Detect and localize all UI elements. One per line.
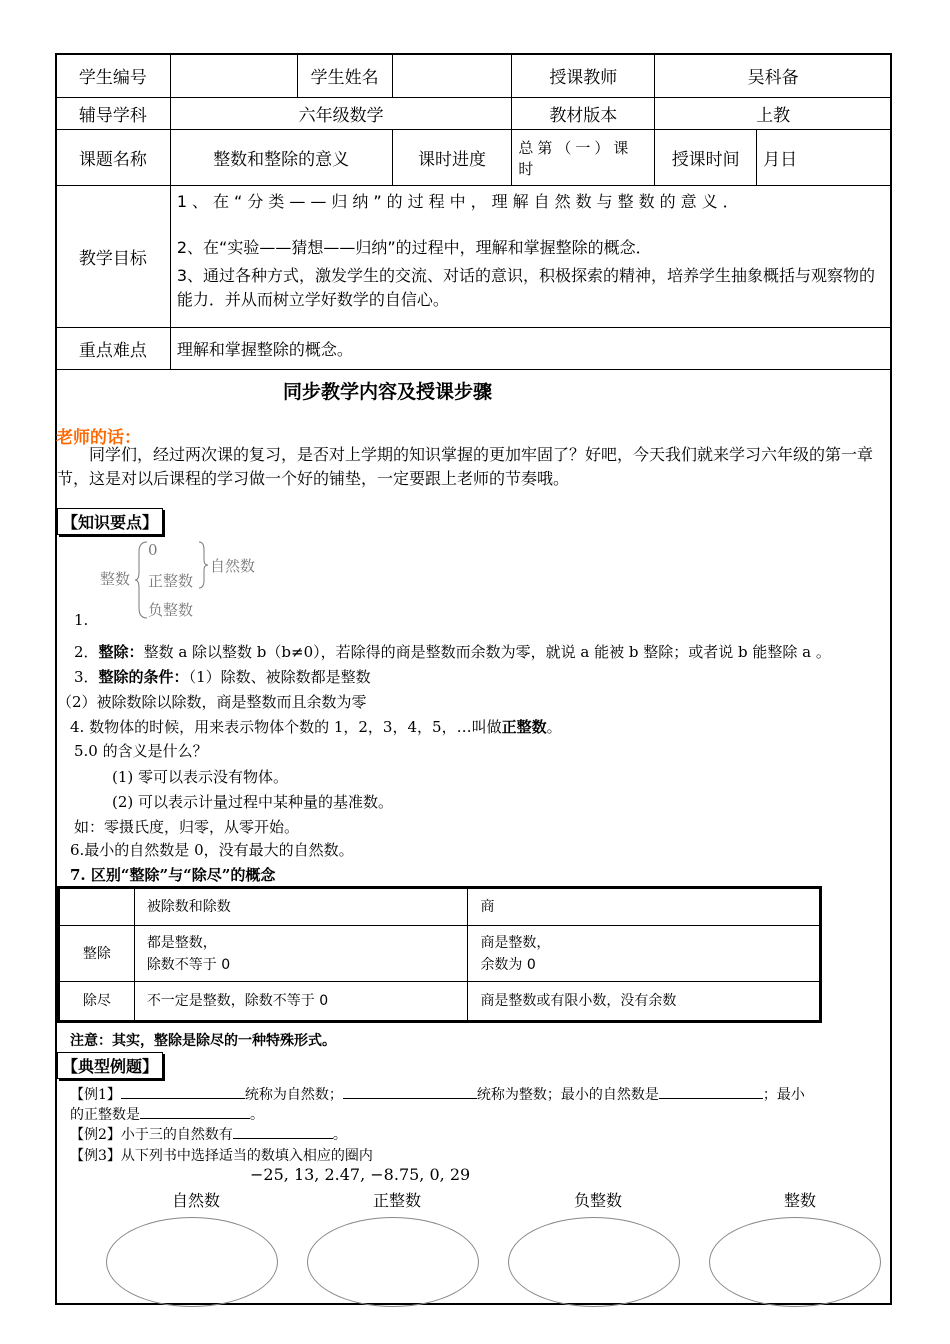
label-key-points: 重点难点 [56, 328, 171, 370]
point-2-num: 2． [74, 643, 99, 661]
subject-value: 六年级数学 [170, 98, 512, 130]
label-subject: 辅导学科 [56, 98, 171, 130]
point-3-text: （1）除数、被除数都是整数 [188, 668, 371, 686]
circle-negative[interactable] [508, 1217, 680, 1307]
student-name-value[interactable] [392, 54, 512, 98]
example-1 [70, 1084, 805, 1104]
ex2-text: 【例2】小于三的自然数有 [70, 1127, 233, 1143]
point-2-text: 整数 a 除以整数 b（b≠0），若除得的商是整数而余数为零，就说 a 能被 b 整除；或者说 b 能整除 a 。 [143, 643, 831, 661]
compare-zhengchu-operands [134, 926, 468, 982]
note: 注意：其实，整除是除尽的一种特殊形式。 [70, 1033, 336, 1049]
compare-head-operands: 被除数和除数 [134, 888, 468, 926]
student-id-value[interactable] [170, 54, 297, 98]
class-positive: 正整数 [148, 572, 194, 590]
circle-natural[interactable] [106, 1217, 278, 1307]
point-3-term: 整除的条件： [98, 668, 189, 686]
circle-label-integer: 整数 [784, 1191, 817, 1210]
class-zero: 0 [148, 541, 158, 559]
label-progress: 课时进度 [392, 130, 512, 186]
class-whole: 整数 [100, 570, 131, 588]
ex2-end: 。 [332, 1127, 347, 1143]
compare-head-blank [59, 888, 135, 926]
goal-1: 1、在“分类——归纳”的过程中，理解自然数与整数的意义． [176, 192, 744, 211]
compare-table [57, 886, 822, 1023]
ex1-blank-3[interactable] [659, 1084, 763, 1099]
compare-row-zhengchu: 整除 [59, 926, 135, 982]
key-points-value: 理解和掌握整除的概念。 [170, 328, 891, 370]
zhengchu-op-line2: 除数不等于 0 [146, 956, 231, 973]
compare-chujin-operands: 不一定是整数，除数不等于 0 [134, 982, 468, 1022]
point-5-1: (1) 零可以表示没有物体。 [112, 768, 289, 786]
point-5-2: (2) 可以表示计量过程中某种量的基准数。 [112, 793, 394, 811]
progress-value: 总第（一）课时 [512, 130, 655, 186]
compare-row-chujin: 除尽 [59, 982, 135, 1022]
topic-value: 整数和整除的意义 [170, 130, 392, 186]
zhengchu-op-line1: 都是整数， [146, 934, 217, 951]
teacher-name: 吴科备 [655, 54, 892, 98]
lesson-info-table [55, 53, 892, 370]
knowledge-header: 【知识要点】 [57, 508, 163, 535]
goal-3: 3、通过各种方式，激发学生的交流、对话的意识，积极探索的精神，培养学生抽象概括与观察物的能力．并从而树立学好数学的自信心。 [176, 266, 876, 309]
point-3 [74, 666, 371, 687]
intro-paragraph: 同学们，经过两次课的复习，是否对上学期的知识掌握的更加牢固了？好吧，今天我们就来学习六年级的第一章节，这是对以后课程的学习做一个好的铺垫，一定要跟上老师的节奏哦。 [57, 445, 874, 488]
circle-integer[interactable] [709, 1217, 881, 1307]
goal-2: 2、在“实验——猜想——归纳”的过程中，理解和掌握整除的概念． [176, 238, 652, 257]
point-4-text: 4. 数物体的时候，用来表示物体个数的 1，2，3，4，5，…叫做 [70, 718, 502, 736]
class-natural: 自然数 [210, 557, 256, 575]
label-time: 授课时间 [655, 130, 757, 186]
point-2 [74, 641, 831, 662]
label-topic: 课题名称 [56, 130, 171, 186]
compare-zhengchu-quotient [468, 926, 821, 982]
ex1-text-1: 统称为自然数； [244, 1087, 343, 1103]
ex1-blank-4[interactable] [140, 1104, 250, 1119]
point-3-num: 3． [74, 668, 99, 686]
section-title: 同步教学内容及授课步骤 [282, 381, 492, 403]
example-1-cont [70, 1104, 264, 1124]
circle-label-negative: 负整数 [574, 1191, 623, 1210]
left-brace-icon [135, 540, 149, 620]
compare-chujin-quotient: 商是整数或有限小数，没有余数 [468, 982, 821, 1022]
point-3-cond-2: （2）被除数除以除数，商是整数而且余数为零 [57, 693, 367, 711]
point-5: 5.0 的含义是什么？ [74, 742, 208, 760]
time-value: 月日 [757, 130, 892, 186]
point-6: 6.最小的自然数是 0，没有最大的自然数。 [70, 841, 354, 859]
ex1-text-5: 。 [250, 1107, 264, 1123]
ex1-text-3: ；最小 [762, 1087, 805, 1103]
compare-head-quotient: 商 [468, 888, 821, 926]
point-4-term: 正整数 [501, 718, 547, 736]
zhengchu-q-line2: 余数为 0 [480, 956, 536, 973]
point-1-number: 1. [74, 611, 89, 629]
zhengchu-q-line1: 商是整数， [480, 934, 551, 951]
label-goals: 教学目标 [56, 186, 171, 328]
point-7: 7. 区别“整除”与“除尽”的概念 [70, 866, 276, 884]
ex1-text-2: 统称为整数；最小的自然数是 [476, 1087, 659, 1103]
label-student-id: 学生编号 [56, 54, 171, 98]
example-3-numbers: −25, 13, 2.47, −8.75, 0, 29 [250, 1165, 471, 1184]
examples-header: 【典型例题】 [57, 1052, 163, 1079]
example-3: 【例3】从下列书中选择适当的数填入相应的圈内 [70, 1148, 373, 1164]
textbook-value: 上教 [655, 98, 892, 130]
ex1-text-4: 的正整数是 [70, 1107, 140, 1123]
point-4 [70, 716, 562, 737]
circle-label-positive: 正整数 [373, 1191, 422, 1210]
point-5-example: 如：零摄氏度，归零，从零开始。 [74, 818, 300, 836]
label-teacher: 授课教师 [512, 54, 655, 98]
label-student-name: 学生姓名 [297, 54, 392, 98]
circle-label-natural: 自然数 [172, 1191, 221, 1210]
class-negative: 负整数 [148, 601, 194, 619]
ex1-blank-1[interactable] [121, 1084, 245, 1099]
ex1-blank-2[interactable] [343, 1084, 477, 1099]
right-brace-icon [199, 540, 209, 590]
teacher-tip-label: 老师的话： [56, 428, 141, 448]
point-2-term: 整除： [98, 643, 144, 661]
ex1-tag: 【例1】 [70, 1087, 121, 1103]
point-4-end: 。 [546, 718, 562, 736]
example-2 [70, 1124, 347, 1144]
label-textbook: 教材版本 [512, 98, 655, 130]
ex2-blank[interactable] [233, 1124, 333, 1139]
circle-positive[interactable] [307, 1217, 479, 1307]
